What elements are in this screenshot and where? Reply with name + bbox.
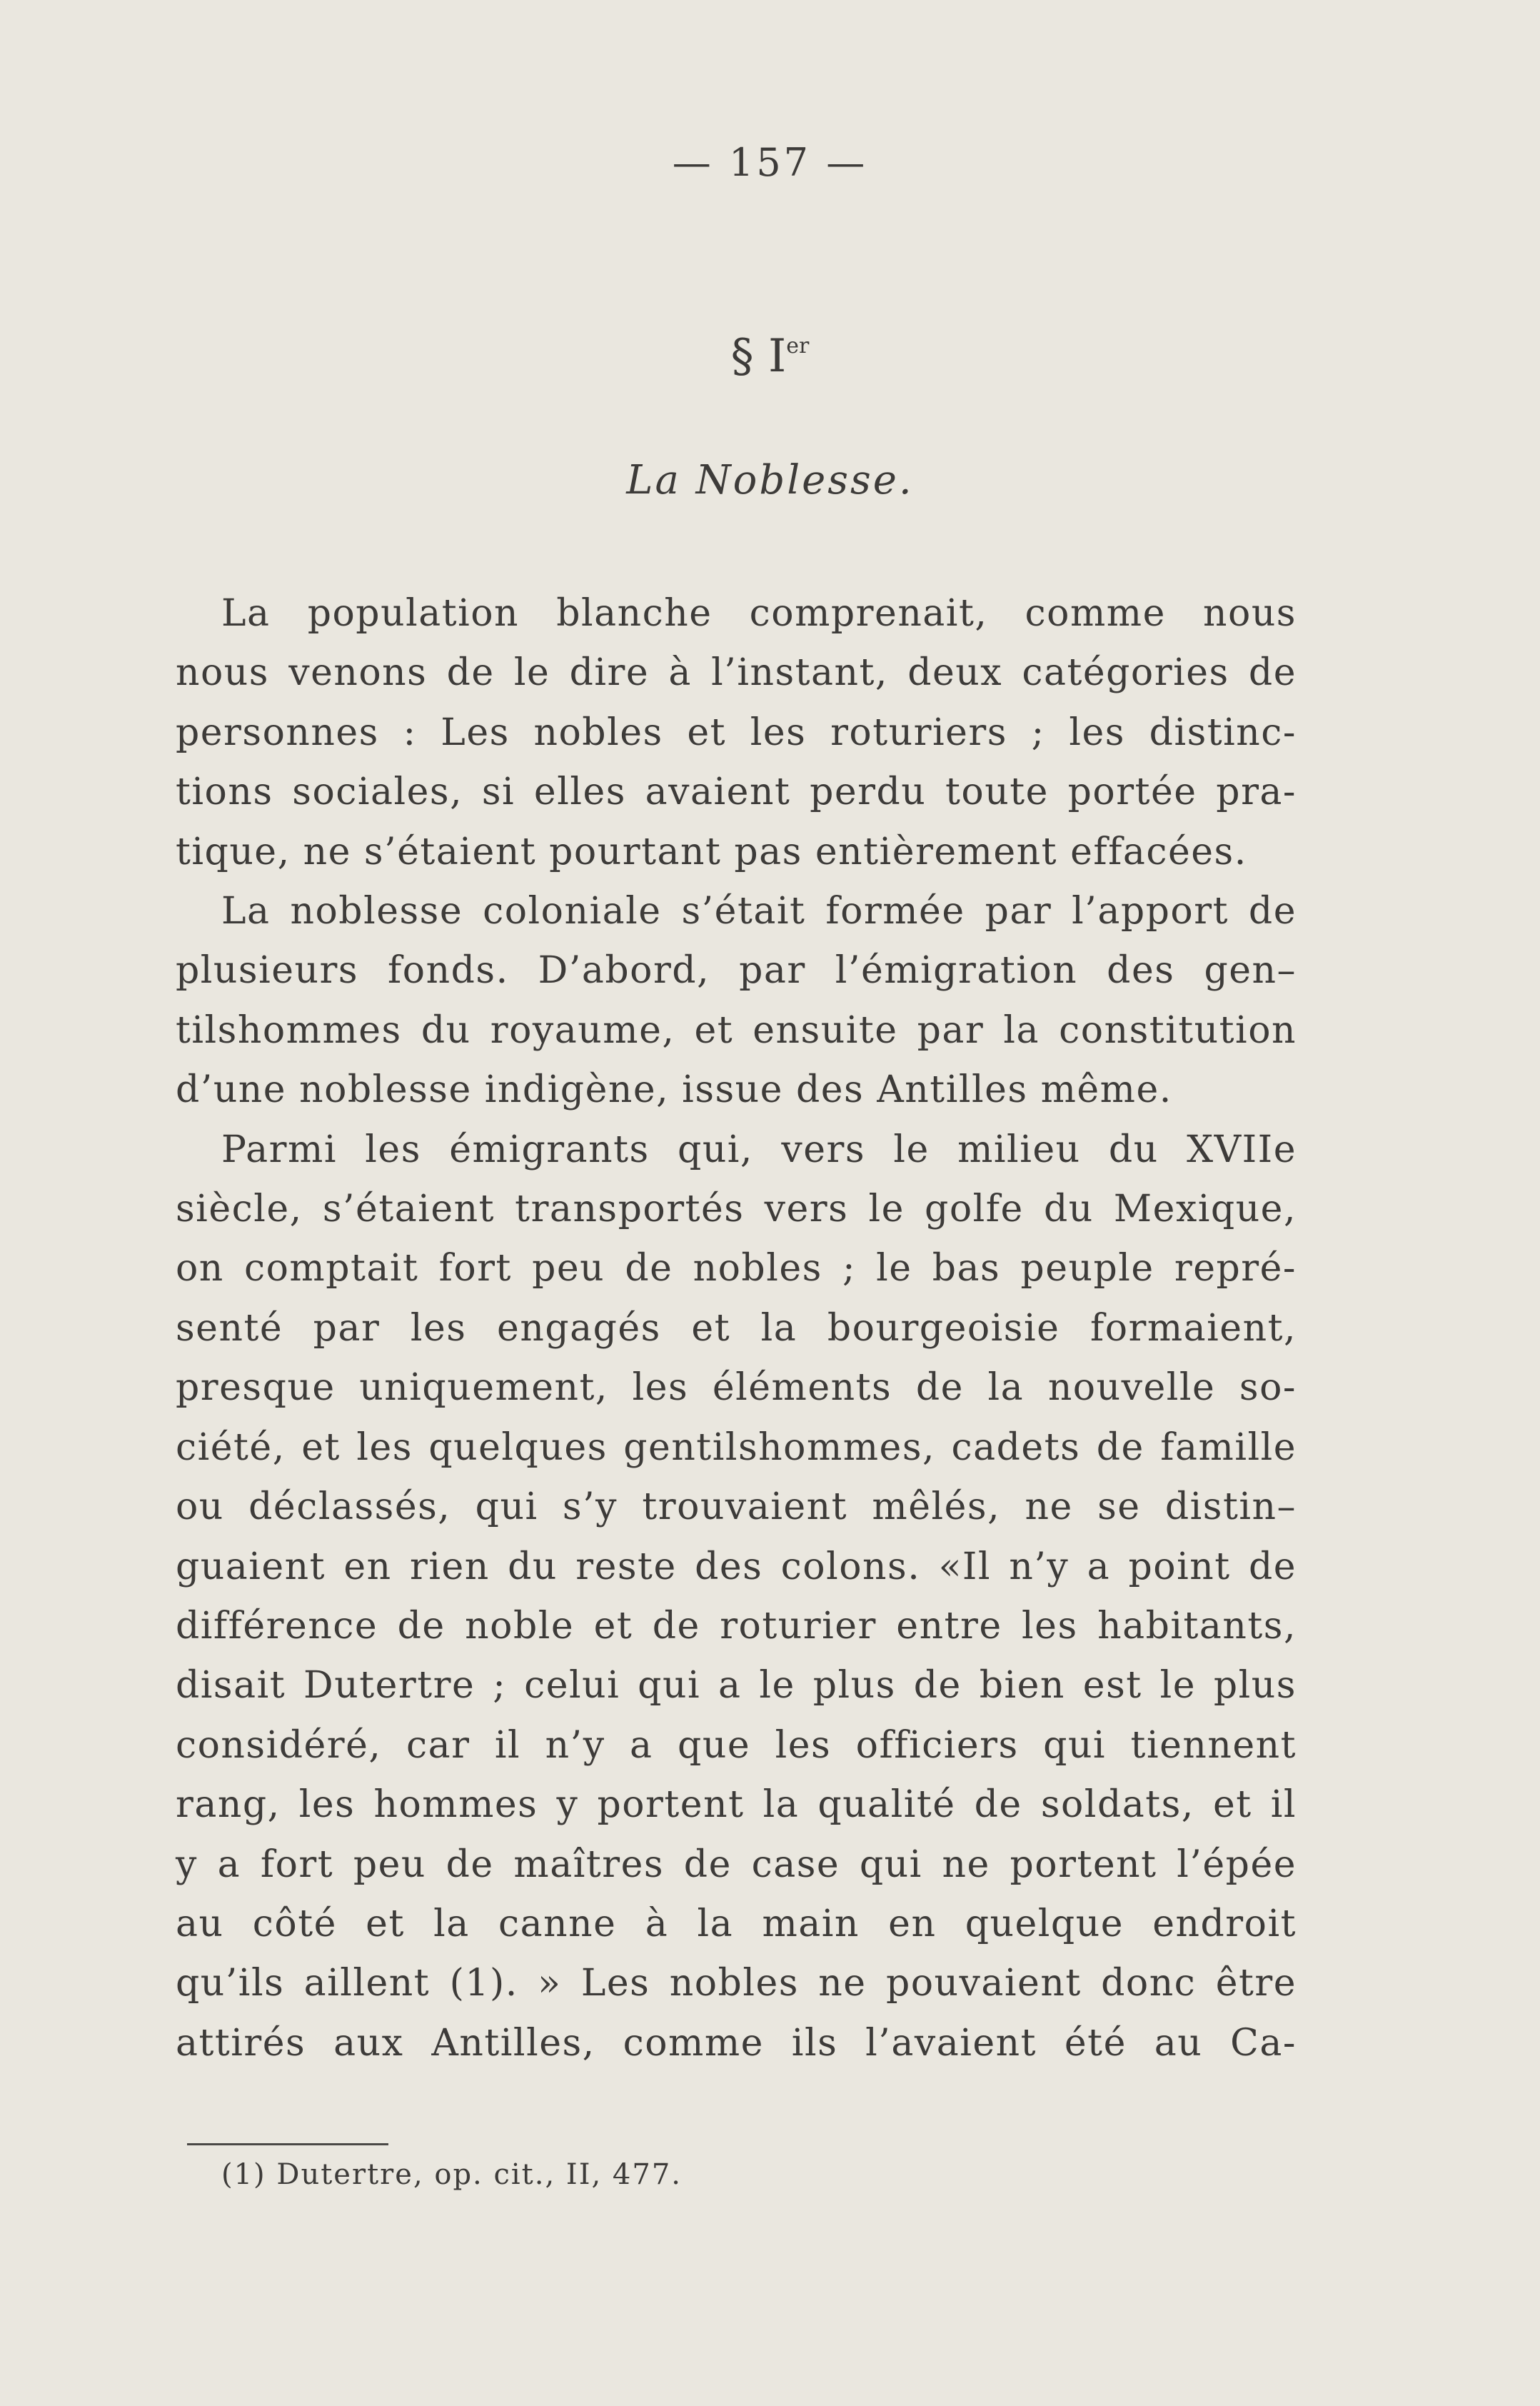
text-line: différence de noble et de roturier entre les habitants, <box>176 1604 1297 1648</box>
text-line: siècle, s’étaient transportés vers le golfe du Mexique, <box>176 1188 1297 1231</box>
text-line: tique, ne s’étaient pourtant pas entièrement effacées. <box>176 830 1247 873</box>
text-line: au côté et la canne à la main en quelque endroit <box>176 1902 1297 1945</box>
text-line: Parmi les émigrants qui, vers le milieu du XVIIe <box>221 1128 1297 1171</box>
text-line: rang, les hommes y portent la qualité de soldats, et il <box>176 1783 1297 1827</box>
text-line: attirés aux Antilles, comme ils l’avaient été au Ca- <box>176 2021 1297 2065</box>
text-line: nous venons de le dire à l’instant, deux catégories de <box>176 651 1297 695</box>
section-title: La Noblesse. <box>626 457 914 503</box>
text-line: considéré, car il n’y a que les officiers qui tiennent <box>176 1723 1297 1767</box>
section-superscript: er <box>786 334 810 359</box>
text-line: on comptait fort peu de nobles ; le bas peuple repré- <box>176 1247 1297 1290</box>
page-number: — 157 — <box>672 140 868 185</box>
text-line: tions sociales, si elles avaient perdu toute portée pra- <box>176 771 1297 814</box>
text-line: d’une noblesse indigène, issue des Antilles même. <box>176 1068 1172 1112</box>
body-text <box>176 584 1297 2073</box>
text-line: y a fort peu de maîtres de case qui ne portent l’épée <box>176 1843 1297 1886</box>
text-line: La population blanche comprenait, comme nous <box>221 592 1297 635</box>
footnote-divider <box>187 2143 388 2145</box>
text-line: guaient en rien du reste des colons. «Il n’y a point de <box>176 1545 1297 1588</box>
text-line: tilshommes du royaume, et ensuite par la constitution <box>176 1008 1297 1052</box>
text-line: disait Dutertre ; celui qui a le plus de bien est le plus <box>176 1664 1297 1708</box>
text-line: personnes : Les nobles et les roturiers ; les distinc- <box>176 711 1297 754</box>
text-line: ciété, et les quelques gentilshommes, cadets de famille <box>176 1425 1297 1469</box>
text-line: presque uniquement, les éléments de la nouvelle so- <box>176 1366 1297 1410</box>
text-line: plusieurs fonds. D’abord, par l’émigration des gen– <box>176 949 1297 993</box>
section-symbol: § I <box>730 330 787 383</box>
section-heading <box>0 330 1540 383</box>
text-line: ou déclassés, qui s’y trouvaient mêlés, ne se distin– <box>176 1485 1297 1529</box>
text-line: senté par les engagés et la bourgeoisie formaient, <box>176 1306 1297 1350</box>
text-line: qu’ils aillent (1). » Les nobles ne pouvaient donc être <box>176 1962 1297 2005</box>
text-line: La noblesse coloniale s’était formée par l’apport de <box>221 890 1297 933</box>
footnote: (1) Dutertre, op. cit., II, 477. <box>221 2158 682 2191</box>
